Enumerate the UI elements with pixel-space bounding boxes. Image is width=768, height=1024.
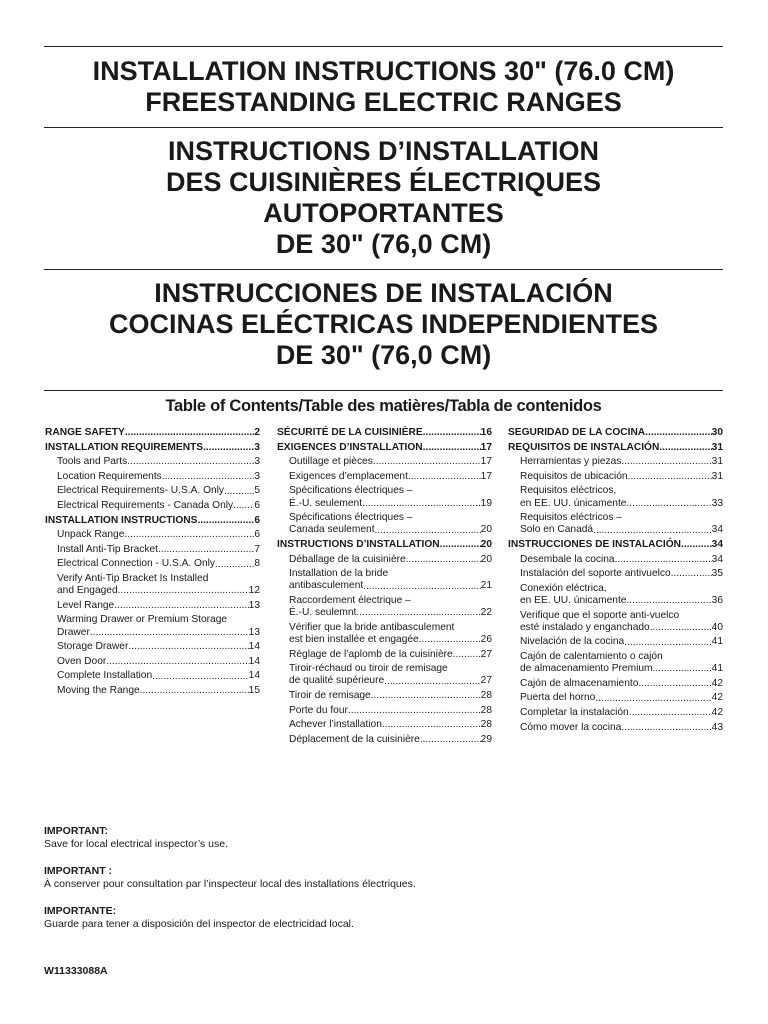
toc-entry-label: Outillage et pièces (289, 456, 373, 468)
dot-leader (593, 525, 712, 537)
toc-page-number: 17 (480, 441, 492, 453)
dot-leader (408, 471, 481, 483)
toc-page-number: 22 (480, 607, 492, 619)
note-heading: IMPORTANTE: (44, 905, 117, 917)
divider-rule (44, 269, 723, 270)
toc-page-number: 42 (711, 692, 723, 704)
dot-leader (423, 442, 481, 454)
toc-entry[interactable] (45, 544, 260, 556)
toc-page-number: 17 (480, 470, 492, 482)
toc-entry[interactable] (45, 656, 260, 668)
toc-entry-line (57, 585, 260, 597)
toc-entry[interactable] (277, 512, 492, 536)
toc-entry-label: SÉCURITÉ DE LA CUISINIÈRE (277, 427, 423, 438)
toc-entry-label: Unpack Range (57, 529, 125, 541)
toc-entry-label: de qualité supérieure (289, 675, 385, 687)
toc-entry[interactable] (45, 614, 260, 638)
toc-entry[interactable] (277, 595, 492, 619)
toc-entry[interactable] (508, 651, 723, 675)
toc-entry-label: Exigences d’emplacement (289, 470, 408, 482)
toc-entry-label: Herramientas y piezas (520, 456, 622, 468)
dot-leader (162, 471, 255, 483)
dot-leader (659, 442, 711, 454)
toc-entry-label: Instalación del soporte antivuelco (520, 568, 671, 580)
toc-entry[interactable] (508, 678, 723, 690)
toc-entry[interactable] (277, 485, 492, 509)
toc-entry-label: Drawer (57, 626, 90, 638)
toc-page-number: 16 (480, 427, 492, 438)
toc-entry-line (289, 607, 492, 619)
toc-entry[interactable] (45, 685, 260, 697)
toc-page-number: 20 (480, 524, 492, 536)
title-line: DES CUISINIÈRES ÉLECTRIQUES (165, 167, 602, 197)
toc-entry-label: Warming Drawer or Premium Storage (57, 614, 228, 626)
toc-entry-label: Spécifications électriques – (289, 512, 413, 524)
dot-leader (125, 427, 255, 439)
toc-entry-label: INSTRUCCIONES DE INSTALACIÓN (508, 538, 682, 550)
toc-entry-label: Location Requirements (57, 470, 162, 482)
toc-entry[interactable] (277, 539, 492, 551)
dot-leader (638, 678, 711, 690)
toc-page-number: 42 (711, 677, 723, 689)
dot-leader (423, 427, 481, 439)
dot-leader (681, 539, 712, 551)
toc-entry-label: antibasculement (289, 580, 364, 592)
toc-entry-line (520, 663, 723, 675)
toc-page-number: 8 (254, 558, 260, 570)
toc-page-number: 20 (480, 553, 492, 565)
toc-entry[interactable] (508, 554, 723, 566)
toc-entry-label: Spécifications électriques – (289, 485, 413, 497)
dot-leader (197, 515, 254, 527)
toc-page-number: 6 (254, 529, 260, 541)
toc-page-number: 7 (254, 543, 260, 555)
toc-entry[interactable] (277, 427, 492, 439)
toc-entry[interactable] (277, 456, 492, 468)
toc-page-number: 34 (711, 553, 723, 565)
dot-leader (650, 622, 712, 634)
dot-leader (615, 554, 712, 566)
toc-entry[interactable] (45, 485, 260, 497)
toc-entry-label: Verifique que el soporte anti-vuelco (520, 609, 680, 621)
toc-entry[interactable] (508, 722, 723, 734)
toc-page-number: 17 (480, 456, 492, 468)
dot-leader (440, 539, 481, 551)
dot-leader (645, 427, 711, 439)
dot-leader (624, 637, 711, 649)
toc-page-number: 31 (711, 470, 723, 482)
title-french (44, 136, 723, 260)
note-french (44, 865, 416, 890)
dot-leader (233, 500, 254, 512)
note-heading: IMPORTANT : (44, 865, 113, 877)
toc-entry[interactable] (277, 554, 492, 566)
toc-page-number: 30 (711, 427, 723, 438)
toc-entry[interactable] (277, 663, 492, 687)
toc-entry-line (289, 580, 492, 592)
dot-leader (124, 529, 254, 541)
note-text: À conserver pour consultation par l’inspecteur local des installations électriques. (44, 877, 416, 890)
dot-leader (348, 705, 481, 717)
toc-entry[interactable] (508, 583, 723, 607)
toc-page-number: 3 (254, 470, 260, 482)
toc-entry-line (289, 524, 492, 536)
title-line: DE 30" (76,0 CM) (275, 340, 492, 370)
toc-entry-label: RANGE SAFETY (45, 427, 125, 438)
title-english (44, 56, 723, 118)
dot-leader (653, 663, 712, 675)
toc-entry-label: Nivelación de la cocina (520, 636, 625, 648)
toc-page-number: 35 (711, 568, 723, 580)
toc-entry[interactable] (508, 707, 723, 719)
toc-page-number: 34 (711, 538, 723, 550)
toc-entry[interactable] (508, 456, 723, 468)
note-heading: IMPORTANT: (44, 825, 108, 837)
dot-leader (373, 456, 481, 468)
toc-entry-label: Réglage de l’aplomb de la cuisinière (289, 648, 453, 660)
toc-page-number: 21 (480, 580, 492, 592)
dot-leader (419, 634, 481, 646)
toc-entry-label: Moving the Range (57, 684, 140, 696)
toc-entry[interactable] (508, 485, 723, 509)
toc-entry[interactable] (45, 529, 260, 541)
dot-leader (140, 685, 249, 697)
toc-entry[interactable] (45, 471, 260, 483)
toc-page-number: 27 (480, 675, 492, 687)
toc-entry-label: est bien installée et engagée (289, 633, 419, 645)
toc-page-number: 43 (711, 721, 723, 733)
note-text: Guarde para tener a disposición del inspector de electricidad local. (44, 917, 354, 930)
toc-page-number: 27 (480, 648, 492, 660)
toc-entry[interactable] (45, 573, 260, 597)
toc-entry-label: Tiroir-réchaud ou tiroir de remisage (289, 663, 448, 675)
title-line: FREESTANDING ELECTRIC RANGES (145, 87, 622, 117)
dot-leader (595, 693, 711, 705)
toc-entry-line (520, 595, 723, 607)
toc-entry-label: Cajón de calentamiento o cajón (520, 650, 663, 662)
toc-page-number: 33 (711, 497, 723, 509)
title-spanish (44, 278, 723, 371)
toc-heading: Table of Contents/Table des matières/Tabla de contenidos (165, 397, 602, 415)
toc-entry-label: Requisitos eléctricos – (520, 512, 622, 524)
toc-page-number: 15 (248, 684, 260, 696)
toc-entry[interactable] (277, 719, 492, 731)
toc-entry[interactable] (277, 690, 492, 702)
toc-entry-label: Tiroir de remisage (289, 689, 371, 701)
dot-leader (128, 641, 248, 653)
toc-entry[interactable] (277, 568, 492, 592)
toc-entry[interactable] (508, 636, 723, 648)
dot-leader (626, 595, 711, 607)
toc-entry[interactable] (45, 558, 260, 570)
toc-page-number: 14 (248, 655, 260, 667)
toc-entry-line (289, 498, 492, 510)
toc-entry[interactable] (277, 705, 492, 717)
dot-leader (375, 525, 481, 537)
dot-leader (127, 456, 254, 468)
dot-leader (621, 722, 711, 734)
toc-entry-label: Puerta del horno (520, 692, 596, 704)
toc-entry[interactable] (45, 500, 260, 512)
toc-column-english (45, 427, 260, 700)
toc-entry-label: SEGURIDAD DE LA COCINA (508, 427, 646, 438)
note-english (44, 825, 228, 850)
toc-column-spanish (508, 427, 723, 736)
toc-page-number: 2 (254, 427, 260, 438)
dot-leader (203, 442, 254, 454)
toc-entry-label: Déballage de la cuisinière (289, 553, 406, 565)
toc-entry[interactable] (508, 471, 723, 483)
dot-leader (453, 649, 481, 661)
toc-entry-label: INSTALLATION INSTRUCTIONS (45, 514, 198, 526)
toc-entry[interactable] (508, 610, 723, 634)
toc-entry-label: Install Anti-Tip Bracket (57, 543, 158, 555)
toc-page-number: 41 (711, 636, 723, 648)
toc-page-number: 12 (248, 585, 260, 597)
toc-entry-label: Cómo mover la cocina (520, 721, 622, 733)
toc-entry[interactable] (508, 692, 723, 704)
title-line: AUTOPORTANTES (263, 198, 504, 228)
toc-entry-label: Déplacement de la cuisinière (289, 733, 420, 745)
dot-leader (371, 690, 481, 702)
title-line: DE 30" (76,0 CM) (275, 229, 492, 259)
toc-entry-label: Tools and Parts (57, 456, 128, 468)
toc-entry[interactable] (508, 442, 723, 454)
toc-page-number: 29 (480, 733, 492, 745)
dot-leader (114, 600, 248, 612)
toc-entry-label: Electrical Requirements - Canada Only (57, 499, 234, 511)
dot-leader (363, 581, 480, 593)
dot-leader (671, 568, 712, 580)
toc-page-number: 34 (711, 524, 723, 536)
toc-entry-label: INSTALLATION REQUIREMENTS (45, 441, 204, 453)
toc-page-number: 31 (711, 441, 723, 453)
divider-rule (44, 127, 723, 128)
toc-entry[interactable] (277, 442, 492, 454)
toc-entry-label: Requisitos de ubicación (520, 470, 628, 482)
dot-leader (106, 656, 248, 668)
toc-entry[interactable] (508, 512, 723, 536)
note-spanish (44, 905, 354, 930)
toc-entry[interactable] (45, 670, 260, 682)
toc-page-number: 26 (480, 633, 492, 645)
toc-entry-label: Verify Anti-Tip Bracket Is Installed (57, 572, 209, 584)
toc-entry-line (289, 675, 492, 687)
toc-column-french (277, 427, 492, 748)
toc-entry-label: Electrical Requirements- U.S.A. Only (57, 485, 225, 497)
toc-entry-line (520, 622, 723, 634)
toc-entry-label: INSTRUCTIONS D’INSTALLATION (277, 538, 440, 550)
dot-leader (382, 719, 481, 731)
top-rule (44, 46, 723, 47)
toc-page-number: 14 (248, 670, 260, 682)
toc-entry-label: Raccordement électrique – (289, 594, 411, 606)
toc-entry[interactable] (508, 539, 723, 551)
dot-leader (406, 554, 481, 566)
toc-entry[interactable] (277, 649, 492, 661)
toc-page-number: 28 (480, 719, 492, 731)
part-number: W11333088A (44, 965, 108, 977)
dot-leader (384, 676, 481, 688)
toc-entry-label: Level Range (57, 599, 115, 611)
toc-entry-label: É.-U. seulemnt (289, 607, 357, 619)
toc-page-number: 42 (711, 706, 723, 718)
toc-entry-line (289, 634, 492, 646)
dot-leader (118, 585, 249, 597)
toc-page-number: 3 (254, 441, 260, 453)
title-line: COCINAS ELÉCTRICAS INDEPENDIENTES (108, 309, 659, 339)
toc-page-number: 20 (480, 538, 492, 550)
toc-entry-label: Vérifier que la bride antibasculement (289, 621, 455, 633)
toc-entry-label: Porte du four (289, 704, 348, 716)
toc-entry[interactable] (277, 471, 492, 483)
toc-page-number: 13 (248, 599, 260, 611)
dot-leader (152, 671, 249, 683)
toc-entry[interactable] (277, 734, 492, 746)
toc-page-number: 6 (254, 499, 260, 511)
toc-entry-label: and Engaged (57, 585, 118, 597)
toc-entry[interactable] (45, 600, 260, 612)
toc-entry-label: de almacenamiento Premium (520, 663, 653, 675)
dot-leader (90, 627, 249, 639)
toc-entry-label: Canada seulement (289, 524, 375, 536)
toc-entry[interactable] (45, 456, 260, 468)
toc-page-number: 19 (480, 497, 492, 509)
toc-entry-label: Installation de la bride (289, 568, 389, 580)
dot-leader (215, 559, 254, 571)
toc-entry-label: Requisitos eléctricos, (520, 485, 617, 497)
toc-page-number: 40 (711, 621, 723, 633)
toc-page-number: 13 (248, 626, 260, 638)
dot-leader (629, 707, 712, 719)
toc-entry[interactable] (45, 641, 260, 653)
divider-rule (44, 390, 723, 391)
toc-entry[interactable] (508, 568, 723, 580)
title-line: INSTRUCTIONS D’INSTALLATION (168, 136, 599, 166)
toc-entry-label: Storage Drawer (57, 641, 129, 653)
toc-entry-label: Desembale la cocina (520, 553, 615, 565)
toc-page-number: 28 (480, 704, 492, 716)
toc-entry-line (520, 498, 723, 510)
toc-entry[interactable] (508, 427, 723, 439)
title-line: INSTALLATION INSTRUCTIONS 30" (76.0 CM) (92, 56, 675, 86)
toc-entry-label: Achever l’installation (289, 719, 382, 731)
dot-leader (420, 734, 481, 746)
toc-entry-line (520, 524, 723, 536)
toc-page-number: 14 (248, 641, 260, 653)
toc-page-number: 5 (254, 485, 260, 497)
note-text: Save for local electrical inspector’s use. (44, 837, 229, 850)
toc-page-number: 3 (254, 456, 260, 468)
toc-entry-label: EXIGENCES D’INSTALLATION (277, 441, 423, 453)
toc-entry-label: Cajón de almacenamiento (520, 677, 639, 689)
toc-page-number: 41 (711, 663, 723, 675)
title-line: INSTRUCCIONES DE INSTALACIÓN (154, 278, 613, 308)
dot-leader (628, 471, 712, 483)
toc-entry-line (57, 627, 260, 639)
toc-entry-label: Oven Door (57, 655, 107, 667)
toc-entry[interactable] (45, 427, 260, 439)
toc-entry-label: Solo en Canadá (520, 524, 594, 536)
toc-entry[interactable] (277, 622, 492, 646)
toc-page-number: 6 (254, 514, 260, 526)
toc-entry[interactable] (45, 515, 260, 527)
dot-leader (224, 486, 254, 498)
dot-leader (362, 498, 481, 510)
dot-leader (621, 456, 711, 468)
toc-page-number: 28 (480, 689, 492, 701)
toc-page-number: 31 (711, 456, 723, 468)
dot-leader (158, 544, 254, 556)
toc-entry-label: Electrical Connection - U.S.A. Only (57, 558, 215, 570)
toc-entry-label: Complete Installation (57, 670, 153, 682)
toc-entry-label: en EE. UU. únicamente (520, 497, 627, 509)
dot-leader (356, 607, 480, 619)
toc-entry[interactable] (45, 442, 260, 454)
toc-entry-label: en EE. UU. únicamente (520, 594, 627, 606)
toc-page-number: 36 (711, 594, 723, 606)
toc-entry-label: É.-U. seulement (289, 497, 363, 509)
toc-entry-label: REQUISITOS DE INSTALACIÓN (508, 441, 660, 453)
toc-entry-label: esté instalado y enganchado (520, 621, 650, 633)
toc-entry-label: Conexión eléctrica, (520, 582, 607, 594)
dot-leader (626, 498, 711, 510)
toc-entry-label: Completar la instalación (520, 706, 629, 718)
